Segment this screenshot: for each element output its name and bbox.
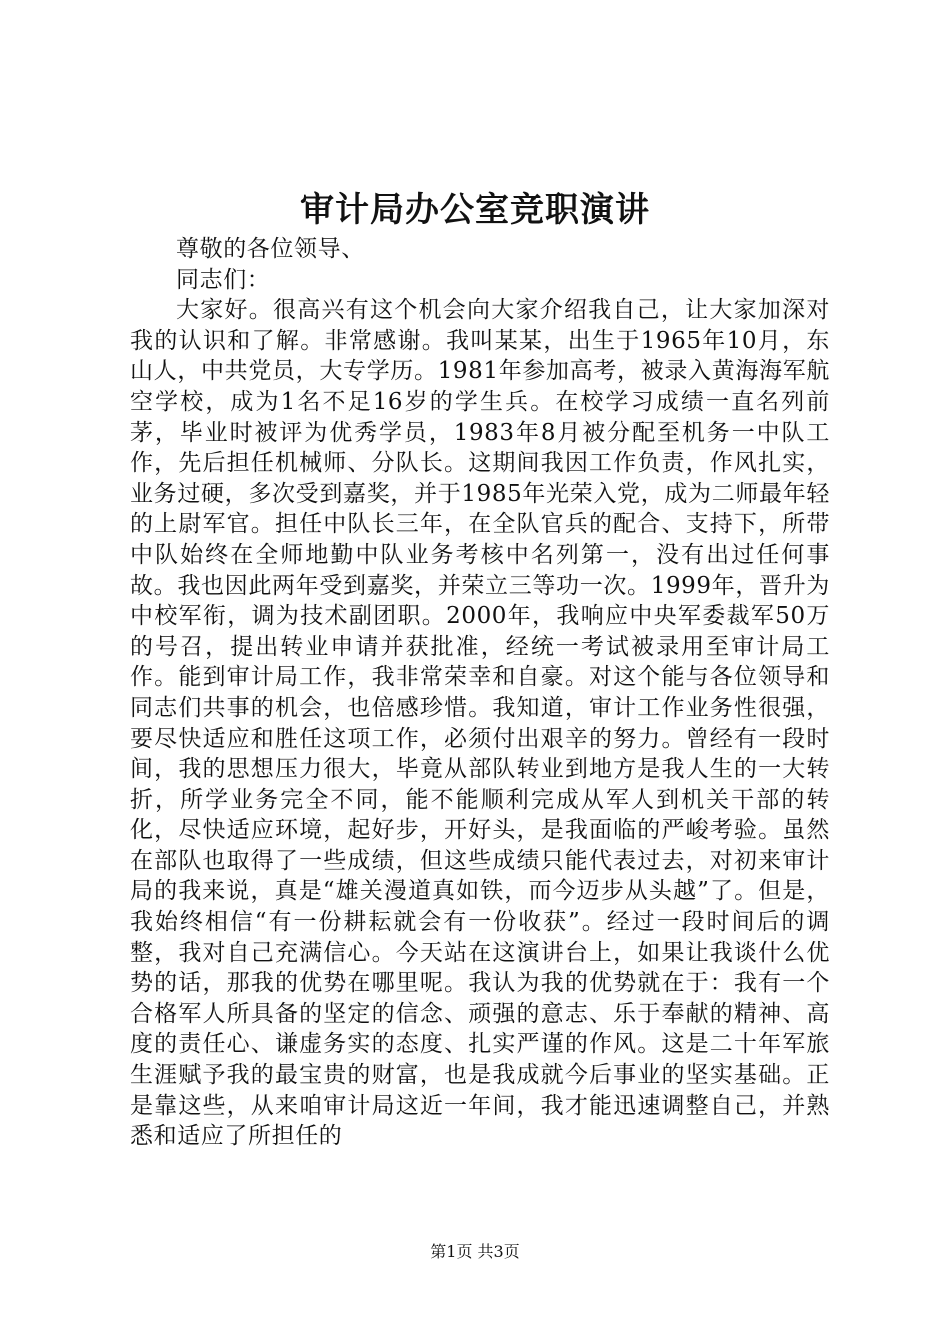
salutation-line-2: 同志们：: [176, 266, 271, 293]
salutation-line-1: 尊敬的各位领导、: [176, 236, 365, 262]
document-title: 审计局办公室竞职演讲: [300, 190, 650, 230]
page-number-footer: 第1页 共3页: [430, 1242, 520, 1261]
body-paragraph: 大家好。很高兴有这个机会向大家介绍我自己，让大家加深对我的认识和了解。非常感谢。我叫某某，出生于1965年10月，东山人，中共党员，大专学历。1981年参加高考，被录入黄海海军航空学校，成为1名不足16岁的学生兵。在校学习成绩一直名列前茅，毕业时被评为优秀学员，1983年8月被分配至机务一中队工作，先后担任机械师、分队长。这期间我因工作负责，作风扎实，业务过硬，多次受到嘉奖，并于1985年光荣入党，成为二师最年轻的上尉军官。担任中队长三年，在全队官兵的配合、支持下，所带中队始终在全师地勤中队业务考核中名列第一，没有出过任何事故。我也因此两年受到嘉奖，并荣立三等功一次。1999年，晋升为中校军衔，调为技术副团职。2000年，我响应中央军委裁军50万的号召，提出转业申请并获批准，经统一考试被录用至审计局工作。能到审计局工作，我非常荣幸和自豪。对这个能与各位领导和同志们共事的机会，也倍感珍惜。我知道，审计工作业务性很强，要尽快适应和胜任这项工作，必须付出艰辛的努力。曾经有一段时间，我的思想压力很大，毕竟从部队转业到地方是我人生的一大转折，所学业务完全不同，能不能顺利完成从军人到机关干部的转化，尽快适应环境，起好步，开好头，是我面临的严峻考验。虽然在部队也取得了一些成绩，但这些成绩只能代表过去，对初来审计局的我来说，真是“雄关漫道真如铁，而今迈步从头越”了。但是，我始终相信“有一份耕耘就会有一份收获”。经过一段时间后的调整，我对自己充满信心。今天站在这演讲台上，如果让我谈什么优势的话，那我的优势在哪里呢。我认为我的优势就在于：我有一个合格军人所具备的坚定的信念、顽强的意志、乐于奉献的精神、高度的责任心、谦虚务实的态度、扎实严谨的作风。这是二十年军旅生涯赋予我的最宝贵的财富，也是我成就今后事业的坚实基础。正是靠这些，从来咱审计局这近一年间，我才能迅速调整自己，并熟悉和适应了所担任的: [130, 297, 830, 1150]
document-body: [130, 234, 830, 1152]
